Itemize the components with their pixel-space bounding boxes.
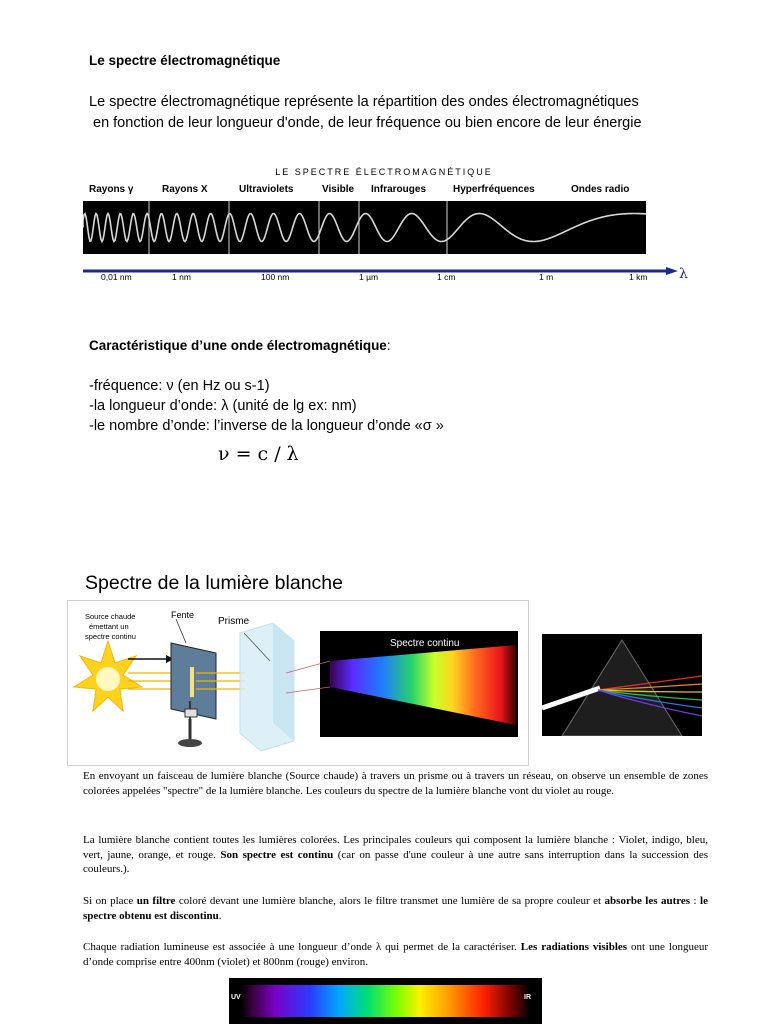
scale-label: 1 m (539, 272, 554, 282)
wave-svg (83, 201, 646, 254)
text-run: le spectre obtenu est discontinu (83, 895, 708, 922)
band-label-xray: Rayons X (162, 184, 208, 195)
sun-source-icon (74, 641, 142, 711)
ir-label: IR (524, 994, 531, 1001)
em-diagram-title: LE SPECTRE ÉLECTROMAGNÉTIQUE (275, 167, 493, 177)
scale-label: 100 nm (261, 272, 290, 282)
band-label-radio: Ondes radio (571, 184, 630, 195)
list-item: -la longueur d’onde: λ (unité de lg ex: nm) (89, 398, 357, 414)
list-item: -fréquence: ν (en Hz ou s-1) (89, 378, 270, 394)
characteristics-list (89, 376, 444, 436)
scale-label: 1 µm (359, 272, 379, 282)
intro-text (89, 92, 709, 134)
scale-label: 1 km (629, 272, 648, 282)
text-run: un filtre (136, 895, 176, 907)
text-run: (car on passe d'une couleur à une autre sans interruption dans la succession des couleurs.). (83, 848, 708, 875)
band-label-infrared: Infrarouges (371, 184, 427, 195)
section-heading-white-light: Spectre de la lumière blanche (85, 572, 343, 594)
slit-label: Fente (171, 610, 195, 620)
intro-line-1: Le spectre électromagnétique représente la répartition des ondes électromagnétiques (89, 94, 639, 110)
intro-line-2: en fonction de leur longueur d'onde, de leur fréquence ou bien encore de leur énergie (93, 115, 642, 131)
source-label-line: émettant un (89, 622, 129, 631)
uv-label: UV (231, 994, 241, 1001)
page-title: Le spectre électromagnétique (89, 53, 281, 68)
text-run: Si on place (83, 895, 137, 907)
wavelength-axis (83, 262, 678, 270)
characteristics-colon: : (386, 338, 391, 353)
characteristics-heading: Caractéristique d’une onde électromagnétique (89, 338, 387, 353)
band-label-visible: Visible (322, 184, 355, 195)
text-run: . (218, 909, 222, 922)
text-run: absorbe les autres (604, 895, 691, 907)
band-label-uv: Ultraviolets (239, 184, 294, 195)
paragraph-filter (83, 894, 708, 923)
scale-label: 0,01 nm (101, 272, 132, 282)
continuous-spectrum-label: Spectre continu (390, 638, 460, 649)
wave-illustration (83, 201, 646, 254)
text-run: Son spectre est continu (220, 848, 334, 861)
text-run: Les radiations visibles (520, 941, 628, 953)
text-run: La lumière blanche contient toutes les lumières colorées. Les principales couleurs qui composent la lumière blanche : Violet, indigo, bleu, vert, jaune, orange, et rouge. (83, 834, 708, 861)
text-run: Chaque radiation lumineuse est associée à une longueur d’onde λ qui permet de la caractériser. (83, 941, 521, 953)
scale-label: 1 cm (437, 272, 456, 282)
scale-label: 1 nm (172, 272, 191, 282)
prism-label: Prisme (218, 616, 250, 627)
paragraph-wavelength (83, 940, 708, 969)
source-label-line: spectre continu (85, 632, 136, 641)
lambda-axis-label: λ (679, 266, 688, 282)
prism-photo (542, 634, 702, 736)
text-run: : (690, 895, 701, 907)
slit-screen-icon (171, 643, 216, 747)
visible-spectrum-bar (229, 978, 542, 1024)
source-label-line: Source chaude (85, 612, 136, 621)
source-label (85, 612, 136, 642)
prism-setup-figure (67, 600, 529, 766)
wave-line (83, 214, 646, 242)
frequency-formula: ν = c / λ (218, 443, 299, 465)
paragraph-prism-description: En envoyant un faisceau de lumière blanche (Source chaude) à travers un prisme ou à travers un réseau, on observe un ensemble de zones colorées appelées "spectre" de la lumière blanche. Les couleurs du spectre de la lumière blanche vont du violet au rouge. (83, 770, 708, 797)
text-run: ont une longueur d’onde comprise entre 400nm (violet) et 800nm (rouge) environ. (83, 941, 709, 968)
prism-icon (240, 623, 294, 751)
paragraph-white-light (83, 833, 708, 877)
text-run: coloré devant une lumière blanche, alors le filtre transmet une lumière de sa propre couleur et (175, 895, 605, 907)
band-label-microwave: Hyperfréquences (453, 184, 535, 195)
list-item: -le nombre d’onde: l’inverse de la longueur d’onde «σ » (89, 418, 444, 434)
section-title-characteristics (89, 338, 391, 353)
band-label-gamma: Rayons γ (89, 184, 134, 195)
